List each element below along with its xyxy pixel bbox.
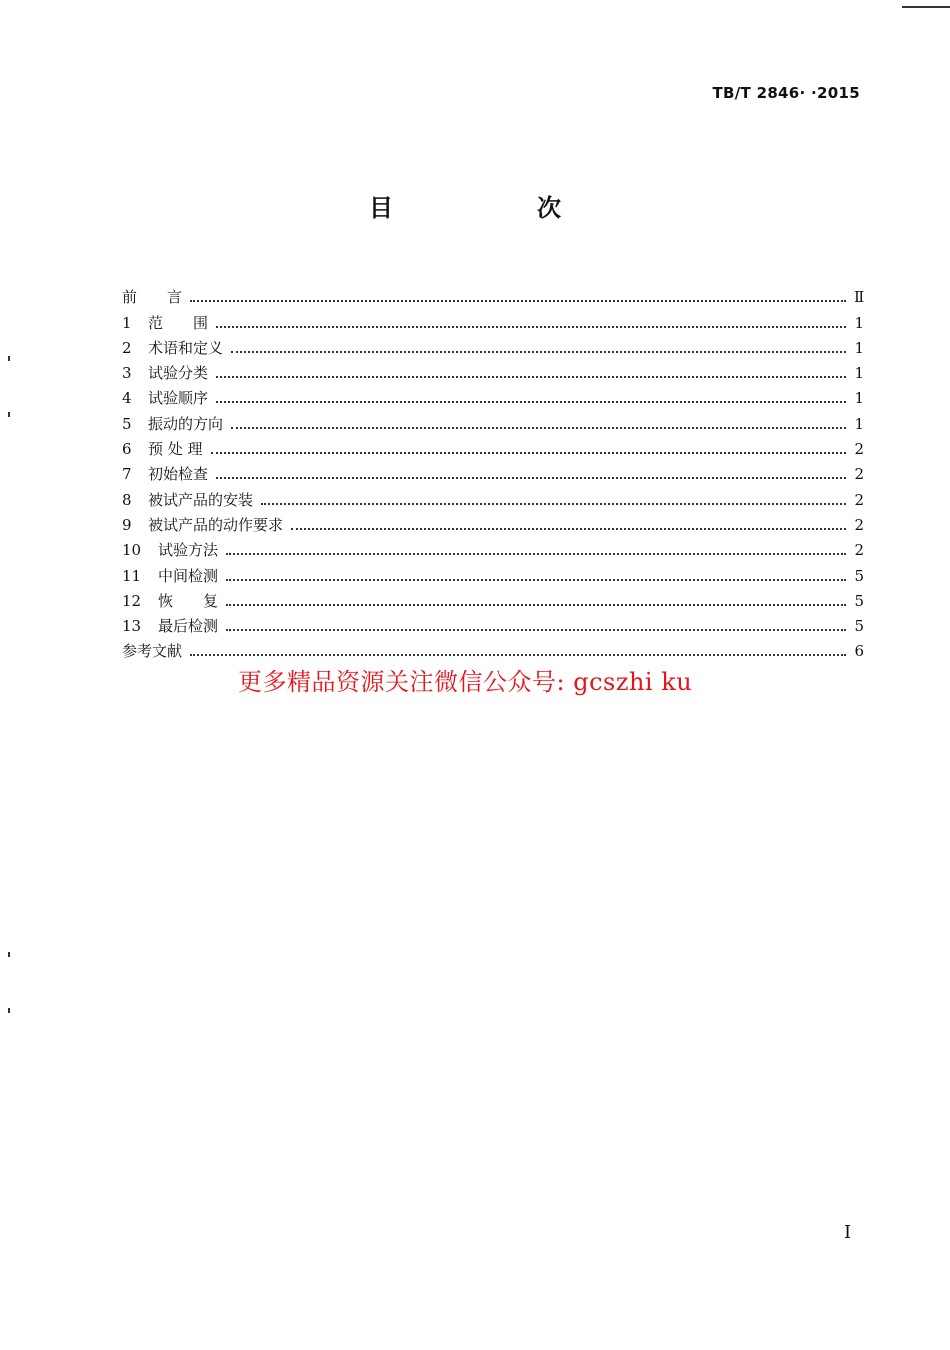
toc-number: 9 xyxy=(122,515,132,534)
toc-label: 试验顺序 xyxy=(148,389,209,408)
toc-page: 2 xyxy=(854,440,864,459)
toc-entry[interactable] xyxy=(122,333,864,358)
toc-page: 1 xyxy=(854,313,864,332)
toc-entry[interactable] xyxy=(122,408,864,433)
toc-page: 1 xyxy=(854,364,864,383)
toc-entry[interactable] xyxy=(122,307,864,332)
standard-code: TB/T 2846· ·2015 xyxy=(712,84,860,102)
toc-page: 5 xyxy=(854,617,864,636)
toc-number: 3 xyxy=(122,364,132,383)
toc-page: 1 xyxy=(854,389,864,408)
toc-label: 前 言 xyxy=(122,288,183,307)
dot-leader xyxy=(190,654,846,656)
toc-entry[interactable] xyxy=(122,434,864,459)
toc-entry[interactable] xyxy=(122,459,864,484)
table-of-contents xyxy=(122,282,864,661)
dot-leader xyxy=(231,351,846,353)
toc-label: 被试产品的动作要求 xyxy=(148,515,284,534)
toc-label: 恢 复 xyxy=(158,591,219,610)
toc-number: 6 xyxy=(122,440,132,459)
toc-label: 最后检测 xyxy=(158,617,219,636)
toc-number: 7 xyxy=(122,465,132,484)
dot-leader xyxy=(226,604,846,606)
toc-entry[interactable] xyxy=(122,484,864,509)
toc-entry[interactable] xyxy=(122,586,864,611)
toc-number: 2 xyxy=(122,338,132,357)
toc-label: 初始检查 xyxy=(148,465,209,484)
scan-speck xyxy=(8,356,10,361)
dot-leader xyxy=(211,452,846,454)
dot-leader xyxy=(226,579,846,581)
toc-number: 11 xyxy=(122,566,142,585)
toc-page: 5 xyxy=(854,566,864,585)
toc-number: 1 xyxy=(122,313,132,332)
toc-page: Ⅱ xyxy=(854,288,865,307)
dot-leader xyxy=(291,528,846,530)
toc-page: 6 xyxy=(854,642,864,661)
toc-entry[interactable] xyxy=(122,535,864,560)
toc-label: 试验分类 xyxy=(148,364,209,383)
toc-label: 中间检测 xyxy=(158,566,219,585)
toc-entry[interactable] xyxy=(122,611,864,636)
dot-leader xyxy=(216,477,846,479)
dot-leader xyxy=(216,376,846,378)
toc-label: 范 围 xyxy=(148,313,209,332)
scan-speck xyxy=(8,412,10,417)
toc-number: 10 xyxy=(122,541,142,560)
toc-number: 12 xyxy=(122,591,142,610)
toc-label: 预 处 理 xyxy=(148,440,203,459)
page-title: 目 次 xyxy=(369,193,621,222)
dot-leader xyxy=(216,401,846,403)
toc-page: 1 xyxy=(854,338,864,357)
toc-page: 2 xyxy=(854,515,864,534)
promo-watermark-text: 更多精品资源关注微信公众号: gcszhi ku xyxy=(238,668,693,696)
toc-label: 被试产品的安装 xyxy=(148,490,254,509)
toc-label: 试验方法 xyxy=(158,541,219,560)
toc-number: 13 xyxy=(122,617,142,636)
scan-speck xyxy=(8,1008,10,1013)
dot-leader xyxy=(216,326,846,328)
toc-page: 2 xyxy=(854,541,864,560)
toc-page: 2 xyxy=(854,465,864,484)
toc-entry-foreword[interactable] xyxy=(122,282,864,307)
dot-leader xyxy=(226,629,846,631)
dot-leader xyxy=(190,300,846,302)
toc-page: 5 xyxy=(854,591,864,610)
toc-label: 参考文献 xyxy=(122,642,183,661)
toc-entry[interactable] xyxy=(122,560,864,585)
scan-speck xyxy=(8,952,10,957)
dot-leader xyxy=(261,503,846,505)
toc-entry[interactable] xyxy=(122,383,864,408)
dot-leader xyxy=(226,553,846,555)
toc-page: 2 xyxy=(854,490,864,509)
toc-entry[interactable] xyxy=(122,510,864,535)
toc-label: 术语和定义 xyxy=(148,338,224,357)
toc-label: 振动的方向 xyxy=(148,414,224,433)
toc-entry[interactable] xyxy=(122,358,864,383)
toc-entry-references[interactable] xyxy=(122,636,864,661)
scan-edge-line xyxy=(902,6,950,8)
toc-number: 4 xyxy=(122,389,132,408)
toc-number: 5 xyxy=(122,414,132,433)
page-number: I xyxy=(844,1222,852,1243)
dot-leader xyxy=(231,427,846,429)
toc-page: 1 xyxy=(854,414,864,433)
toc-number: 8 xyxy=(122,490,132,509)
